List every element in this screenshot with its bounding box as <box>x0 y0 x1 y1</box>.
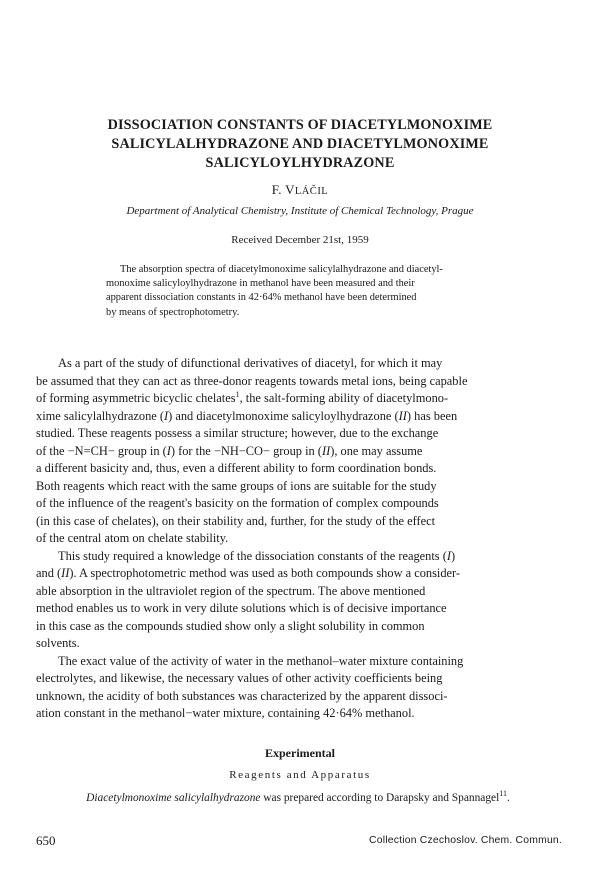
body-line: This study required a knowledge of the dissociation constants of the reagents (I) <box>58 548 456 563</box>
page-number: 650 <box>36 833 56 848</box>
body-line: of the influence of the reagent's basicity on the formation of complex compounds <box>36 496 439 510</box>
title-line: SALICYLOYLHYDRAZONE <box>205 155 395 171</box>
body-line: As a part of the study of difunctional derivatives of diacetyl, for which it may <box>58 356 443 370</box>
body-line: in this case as the compounds studied show only a slight solubility in common <box>36 618 425 633</box>
body-line: method enables us to work in very dilute solutions which is of decisive importance <box>36 601 447 615</box>
body-line: The exact value of the activity of water in the methanol–water mixture containing <box>58 653 464 668</box>
body-line: solvents. <box>36 636 80 650</box>
body-line: electrolytes, and likewise, the necessary values of other activity coefficients being <box>36 671 443 685</box>
author-surname: LÁČIL <box>294 186 329 197</box>
body-line: (in this case of chelates), on their stability and, further, for the study of the effect <box>36 513 436 528</box>
title-line: SALICYLALHYDRAZONE AND DIACETYLMONOXIME <box>111 136 489 152</box>
subsection-heading: Reagents and Apparatus <box>229 769 371 781</box>
body-line: studied. These reagents possess a similar structure; however, due to the exchange <box>36 426 439 440</box>
section-heading: Experimental <box>265 746 335 760</box>
body-line: Both reagents which react with the same groups of ions are suitable for the study <box>36 478 437 493</box>
abstract-line: by means of spectrophotometry. <box>106 306 240 318</box>
received-date: Received December 21st, 1959 <box>231 234 369 246</box>
abstract-line: The absorption spectra of diacetylmonoxime salicylalhydrazone and diacetyl- <box>120 264 443 275</box>
affiliation: Department of Analytical Chemistry, Institute of Chemical Technology, Prague <box>126 205 474 217</box>
body-line: ation constant in the methanol−water mixture, containing 42·64% methanol. <box>36 706 415 720</box>
body-line: able absorption in the ultraviolet region of the spectrum. The above mentioned <box>36 583 426 598</box>
body-line: be assumed that they can act as three-donor reagents towards metal ions, being capable <box>36 373 468 388</box>
paper-title <box>60 116 540 173</box>
abstract <box>106 263 506 320</box>
body-text <box>36 355 560 723</box>
body-line: of forming asymmetric bicyclic chelates$^1$, the salt-forming ability of diacetylmono- <box>36 389 449 405</box>
body-line: and (II). A spectrophotometric method was used as both compounds show a consider- <box>36 566 461 580</box>
body-line: of the central atom on chelate stability. <box>36 531 229 545</box>
title-line: DISSOCIATION CONSTANTS OF DIACETYLMONOXIME <box>107 117 493 133</box>
body-line: xime salicylalhydrazone (I) and diacetylmonoxime salicyloylhydrazone (II) has been <box>36 408 458 423</box>
citation-ref: 11 <box>499 789 507 799</box>
abstract-line: monoxime salicyloylhydrazone in methanol have been measured and their <box>106 278 415 290</box>
body-line: unknown, the acidity of both substances was characterized by the apparent dissoci- <box>36 688 448 703</box>
body-line: of the −N=CH− group in (I) for the −NH−CO− group in (II), one may assume <box>36 443 423 458</box>
citation-ref: 1 <box>235 389 240 399</box>
body-line: a different basicity and, thus, even a different ability to form coordination bonds. <box>36 461 437 475</box>
author <box>0 182 600 198</box>
author-initial: F. V <box>271 182 295 197</box>
abstract-line: apparent dissociation constants in 42·64% methanol have been determined <box>106 292 417 304</box>
body-line: Diacetylmonoxime salicylalhydrazone was prepared according to Darapsky and Spannagel$^{11}$. <box>86 789 510 804</box>
journal-name: Collection Czechoslov. Chem. Commun. <box>369 835 562 846</box>
